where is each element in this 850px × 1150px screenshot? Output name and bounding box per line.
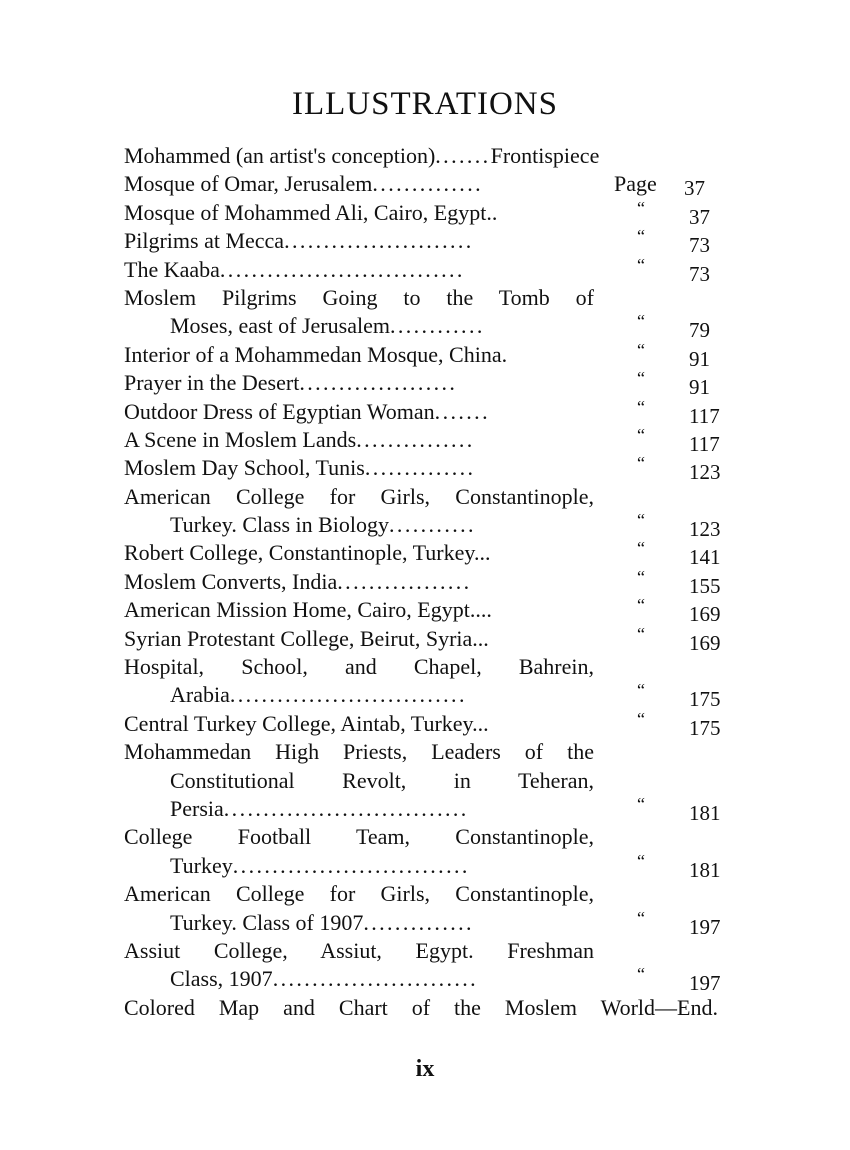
entry-title: Outdoor Dress of Egyptian Woman	[124, 398, 435, 424]
entry-title: Arabia	[170, 682, 230, 708]
leader-dots: ..........................	[272, 966, 479, 992]
ditto-mark: “	[637, 368, 645, 389]
entry-title-line	[170, 795, 594, 823]
entry-title-line	[124, 369, 594, 397]
ditto-mark: “	[637, 708, 645, 729]
page-number: 197	[689, 914, 721, 939]
frontispiece-entry	[124, 142, 718, 170]
entry-title-line	[124, 170, 594, 198]
entry-title: Pilgrims at Mecca	[124, 228, 285, 254]
ditto-mark: “	[637, 595, 645, 616]
ditto-mark: “	[637, 311, 645, 332]
page-number: 73	[689, 233, 710, 258]
entry-title-line	[170, 681, 594, 709]
entry-title: Moses, east of Jerusalem	[170, 313, 390, 339]
ditto-mark: “	[637, 964, 645, 985]
entry-title: Robert College, Constantinople, Turkey...	[124, 540, 491, 566]
leader-dots: .......	[434, 398, 490, 424]
page-number: 197	[689, 971, 721, 996]
page-number: 169	[689, 602, 721, 627]
entry-title-line	[124, 738, 594, 766]
list-item-line	[124, 680, 724, 712]
page-number: 181	[689, 857, 721, 882]
page-number: 169	[689, 630, 721, 655]
leader-dots: ............	[389, 313, 485, 339]
entry-title: Moslem Converts, India	[124, 568, 338, 594]
entry-title: Turkey. Class in Biology	[170, 512, 390, 538]
list-item-first	[124, 170, 724, 201]
entry-title-line	[124, 880, 594, 908]
entry-title-line	[124, 256, 594, 284]
entry-title: Moslem Pilgrims Going to the Tomb of	[124, 284, 594, 310]
entry-title-line	[170, 767, 594, 795]
entry-title-line	[124, 596, 594, 624]
entry-title-line	[124, 398, 594, 426]
page-number: 37	[689, 204, 710, 229]
ditto-mark: “	[637, 254, 645, 275]
entry-title: Turkey. Class of 1907	[170, 909, 364, 935]
entry-title: Assiut College, Assiut, Egypt. Freshman	[124, 937, 594, 963]
page-number: 123	[689, 460, 721, 485]
leader-dots: .......	[435, 143, 491, 168]
list-item-line	[124, 710, 724, 738]
entry-title-line	[124, 823, 594, 851]
illustrations-list	[124, 142, 724, 1022]
list-item-line	[124, 568, 724, 596]
list-item-line	[124, 256, 724, 284]
list-item-line	[124, 964, 724, 996]
entry-title-line	[124, 341, 594, 369]
entry-title-line	[124, 710, 594, 738]
list-item-line	[124, 426, 724, 454]
entry-title: Mohammed (an artist's conception)	[124, 143, 436, 168]
entry-title: Syrian Protestant College, Beirut, Syria...	[124, 625, 489, 651]
list-item-line	[124, 538, 724, 570]
list-item-line	[124, 368, 724, 400]
ditto-mark: “	[637, 907, 645, 928]
entry-title-line	[124, 227, 594, 255]
leader-dots: ....................	[299, 370, 458, 396]
entry-title: American College for Girls, Constantinople,	[124, 881, 594, 907]
list-item-line	[124, 738, 724, 766]
leader-dots: ..............	[372, 171, 484, 197]
leader-dots: ..............	[364, 455, 476, 481]
page-number: 73	[689, 261, 710, 286]
entry-title-line	[170, 312, 594, 340]
entry-title: Mohammedan High Priests, Leaders of the	[124, 739, 594, 765]
page-label: Page	[614, 171, 657, 197]
entry-title: The Kaaba	[124, 256, 220, 282]
list-item-line	[124, 341, 724, 369]
page-number: 123	[689, 517, 721, 542]
page-number: 117	[689, 403, 720, 428]
entry-title-line	[124, 653, 594, 681]
entry-title-line	[124, 625, 594, 653]
page-title: ILLUSTRATIONS	[292, 86, 558, 122]
entry-title-line	[124, 199, 594, 227]
ditto-mark: “	[637, 793, 645, 814]
entry-title-line	[124, 568, 594, 596]
entry-title: Colored Map and Chart of the Moslem World—End.	[124, 994, 718, 1020]
entry-title: American Mission Home, Cairo, Egypt....	[124, 597, 492, 623]
leader-dots: ..............................	[229, 682, 467, 708]
entry-title: Persia	[170, 795, 224, 821]
entry-title-line	[124, 426, 594, 454]
entry-title: Hospital, School, and Chapel, Bahrein,	[124, 654, 594, 680]
ditto-mark: “	[637, 396, 645, 417]
entry-title-line	[124, 483, 594, 511]
frontispiece-label: Frontispiece	[490, 143, 600, 168]
entry-title: American College for Girls, Constantinople,	[124, 483, 594, 509]
entry-title: Moslem Day School, Tunis	[124, 455, 365, 481]
entry-title: Mosque of Omar, Jerusalem	[124, 171, 373, 197]
ditto-mark: “	[637, 850, 645, 871]
leader-dots: .................	[337, 568, 472, 594]
ditto-mark: “	[637, 510, 645, 531]
page-number: 175	[689, 687, 721, 712]
page-number: 155	[689, 573, 721, 598]
list-item-line	[124, 398, 724, 426]
page-number: 141	[689, 545, 721, 570]
list-item-line	[124, 852, 724, 880]
leader-dots: ..............	[363, 909, 474, 935]
leader-dots: ...............	[356, 426, 475, 452]
page-number: 91	[689, 375, 710, 400]
entry-title: Central Turkey College, Aintab, Turkey...	[124, 710, 489, 736]
page-number: 79	[689, 318, 710, 343]
leader-dots: ...........	[389, 512, 476, 538]
leader-dots: ...............................	[223, 795, 469, 821]
ditto-mark: “	[637, 226, 645, 247]
page-number: 117	[689, 431, 720, 456]
entry-title-line	[170, 965, 594, 993]
ditto-mark: “	[637, 453, 645, 474]
ditto-mark: “	[637, 538, 645, 559]
ditto-mark: “	[637, 680, 645, 701]
list-item-line	[124, 483, 724, 511]
entry-title: Class, 1907	[170, 966, 273, 992]
list-item-line	[124, 226, 724, 258]
ditto-mark: “	[637, 424, 645, 445]
leader-dots: ...............................	[219, 256, 465, 282]
entry-title-line	[124, 284, 594, 312]
ditto-mark: “	[637, 623, 645, 644]
list-item-line	[124, 453, 724, 485]
entry-title: Prayer in the Desert	[124, 370, 300, 396]
list-item-line	[124, 311, 724, 343]
list-item-last	[124, 994, 724, 1022]
list-item-line	[124, 653, 724, 681]
entry-title: Turkey	[170, 852, 233, 878]
entry-title: Interior of a Mohammedan Mosque, China.	[124, 341, 508, 367]
entry-title: A Scene in Moslem Lands	[124, 426, 357, 452]
list-item-line	[124, 625, 724, 653]
ditto-mark: “	[637, 339, 645, 360]
ditto-mark: “	[637, 197, 645, 218]
list-item-line	[124, 823, 724, 851]
list-item-frontispiece	[124, 142, 724, 170]
entry-title-line	[170, 852, 594, 880]
list-item-line	[124, 199, 724, 227]
entry-title-line	[170, 909, 594, 937]
entry-title-line	[124, 937, 594, 965]
entry-title: Mosque of Mohammed Ali, Cairo, Egypt..	[124, 199, 498, 225]
page-number: 37	[684, 176, 705, 201]
entry-title: Constitutional Revolt, in Teheran,	[170, 767, 594, 793]
list-item-line	[124, 795, 724, 823]
list-item-line	[124, 937, 724, 965]
page-folio: ix	[415, 1056, 435, 1082]
entry-title-line	[170, 511, 594, 539]
leader-dots: ........................	[284, 228, 474, 254]
ditto-mark: “	[637, 566, 645, 587]
list-item-line	[124, 880, 724, 908]
list-item-line	[124, 284, 724, 312]
page-number: 175	[689, 715, 721, 740]
list-item-line	[124, 510, 724, 542]
leader-dots: ..............................	[232, 852, 470, 878]
entry-title-line	[124, 454, 594, 482]
page-number: 91	[689, 346, 710, 371]
list-item-line	[124, 909, 724, 937]
entry-title: College Football Team, Constantinople,	[124, 824, 594, 850]
list-item-line	[124, 767, 724, 795]
list-item-line	[124, 595, 724, 627]
page-number: 181	[689, 800, 721, 825]
entry-title-line	[124, 539, 594, 567]
